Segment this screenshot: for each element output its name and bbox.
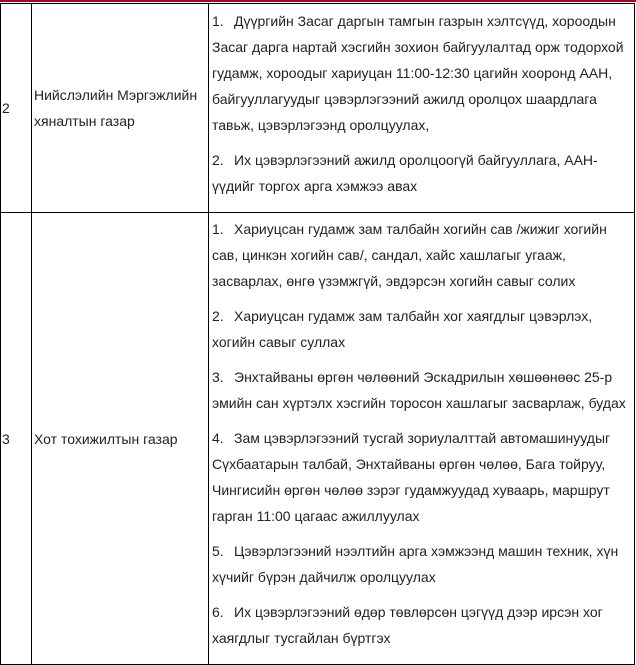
organization-cell: Нийслэлийн Мэргэжлийн хяналтын газар [32,4,209,213]
task-item: 4. Зам цэвэрлэгээний тусгай зориулалттай автомашинуудыг Сүхбаатарын талбай, Энхтайваны өргөн чөлөө, Бага тойруу, Чингисийн өргөн чөлөө зэрэг гудамжуудад хуваарь, маршрут гарган 11:00 цагаас ажиллуулах [212,430,611,524]
tasks-cell [209,213,635,665]
task-item: 5. Цэвэрлэгээний нээлтийн арга хэмжээнд машин техник, хүн хүчийг бүрэн дайчилж оролцуулах [212,543,619,585]
task-item: 2. Хариуцсан гудамж зам талбайн хог хаягдлыг цэвэрлэх, хогийн савыг суллах [212,308,593,350]
task-item: 3. Энхтайваны өргөн чөлөөний Эскадрилын хөшөөнөөс 25-р эмийн сан хүртэлх хэсгийн торосон хашлагыг засварлаж, будах [212,369,626,411]
task-item: 6. Их цэвэрлэгээний өдөр төвлөрсөн цэгүүд дээр ирсэн хог хаягдлыг тусгайлан бүртгэх [212,604,603,646]
task-item: 1. Дүүргийн Засаг даргын тамгын газрын хэлтсүүд, хороодын Засаг дарга нартай хэсгийн зохион байгуулалтад орж тодорхой гудамж, хороодыг хариуцан 11:00-12:30 цагийн хооронд ААН, байгууллагуудыг цэвэрлэгээний ажилд оролцох шаардлага тавьж, цэвэрлэгээнд оролцуулах, [212,13,624,133]
table-row [1,4,635,213]
responsibility-table [0,3,635,665]
row-number: 2 [1,4,32,213]
top-rule [0,0,636,2]
task-item: 2. Их цэвэрлэгээний ажилд оролцоогүй байгууллага, ААН-үүдийг торгох арга хэмжээ авах [212,152,598,194]
organization-cell: Хот тохижилтын газар [32,213,209,665]
tasks-cell [209,4,635,213]
row-number: 3 [1,213,32,665]
task-item: 1. Хариуцсан гудамж зам талбайн хогийн сав /жижиг хогийн сав, цинкэн хогийн сав/, сандал, хайс хашлагыг угааж, засварлах, өнгө үзэмжгүй, эвдэрсэн хогийн савыг солих [212,221,607,289]
table-row [1,213,635,665]
